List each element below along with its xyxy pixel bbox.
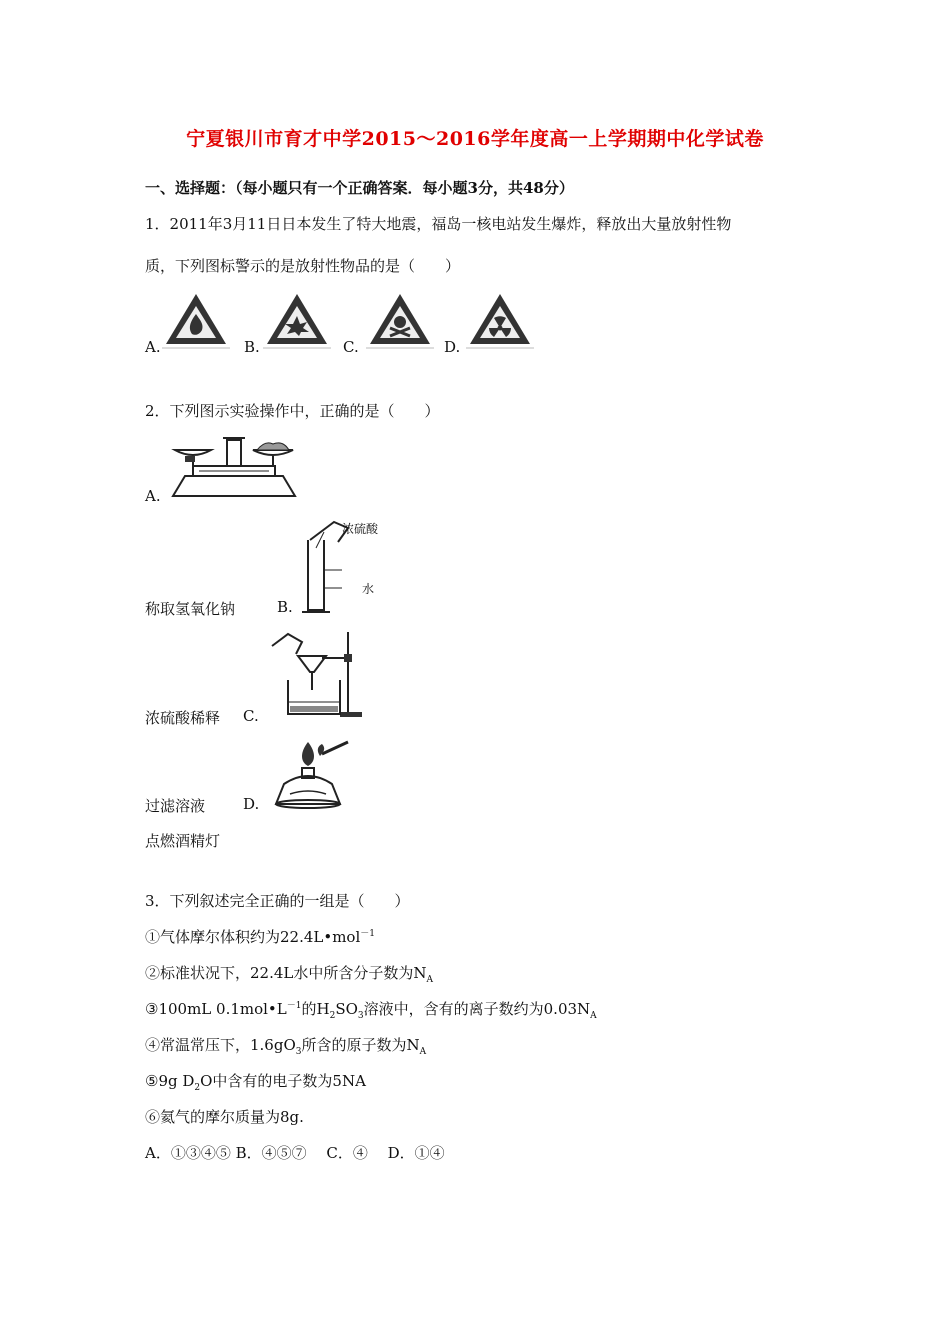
q3-options: A．①③④⑤ B．④⑤⑦ C．④ D．①④	[145, 1144, 445, 1162]
q1-option-b: B.	[244, 338, 260, 356]
q2-option-d: D.	[243, 795, 260, 813]
q2-caption-b: 浓硫酸稀释	[145, 709, 221, 727]
q2-stem: 2．下列图示实验操作中，正确的是（ ）	[145, 402, 440, 420]
q3-stem: 3．下列叙述完全正确的一组是（ ）	[145, 892, 410, 910]
q2-option-a: A.	[145, 487, 161, 505]
q2-option-b: B.	[277, 598, 293, 616]
q3-statement-4: ④常温常压下，$1.6gO_3$所含的原子数为$N_A$	[145, 1036, 427, 1057]
water-label: 水	[362, 582, 375, 596]
skull-warning-icon	[366, 290, 434, 350]
q2-caption-d: 点燃酒精灯	[145, 832, 221, 850]
q1-option-c: C.	[343, 338, 359, 356]
radiation-warning-icon	[466, 290, 534, 350]
alcohol-lamp-figure	[266, 738, 352, 810]
section-heading: 一、选择题：（每小题只有一个正确答案．每小题3分，共48分）	[145, 179, 574, 197]
acid-label: 浓硫酸	[342, 522, 379, 536]
q2-caption-a: 称取氢氧化钠	[145, 600, 236, 618]
q3-statement-1: ①气体摩尔体积约为22.4L•mol$^{-1}$	[145, 928, 375, 946]
q3-statement-3: ③100mL $0.1mol•L^{-1}$的$H_2SO_3$溶液中，含有的离子数约为$0.03N_A$	[145, 1000, 597, 1021]
balance-scale-figure	[165, 432, 303, 498]
q1-option-d: D.	[444, 338, 461, 356]
q3-statement-6: ⑥氦气的摩尔质量为8g.	[145, 1108, 304, 1126]
q3-statement-5: ⑤9g $D_2O$中含有的电子数为5NA	[145, 1072, 366, 1093]
filtration-figure	[268, 630, 364, 718]
q2-option-c: C.	[243, 707, 259, 725]
explosion-warning-icon	[263, 290, 331, 350]
flame-warning-icon	[162, 290, 230, 350]
q2-caption-c: 过滤溶液	[145, 797, 206, 815]
q1-stem-line1: 1．2011年3月11日日本发生了特大地震，福岛一核电站发生爆炸，释放出大量放射性物	[145, 215, 732, 233]
q1-stem-line2: 质，下列图标警示的是放射性物品的是（ ）	[145, 257, 461, 275]
q3-statement-2: ②标准状况下，22.4L水中所含分子数为$N_A$	[145, 964, 433, 985]
q1-option-a: A.	[145, 338, 161, 356]
page-title: 宁夏银川市育才中学2015～2016学年度高一上学期期中化学试卷	[186, 128, 764, 150]
